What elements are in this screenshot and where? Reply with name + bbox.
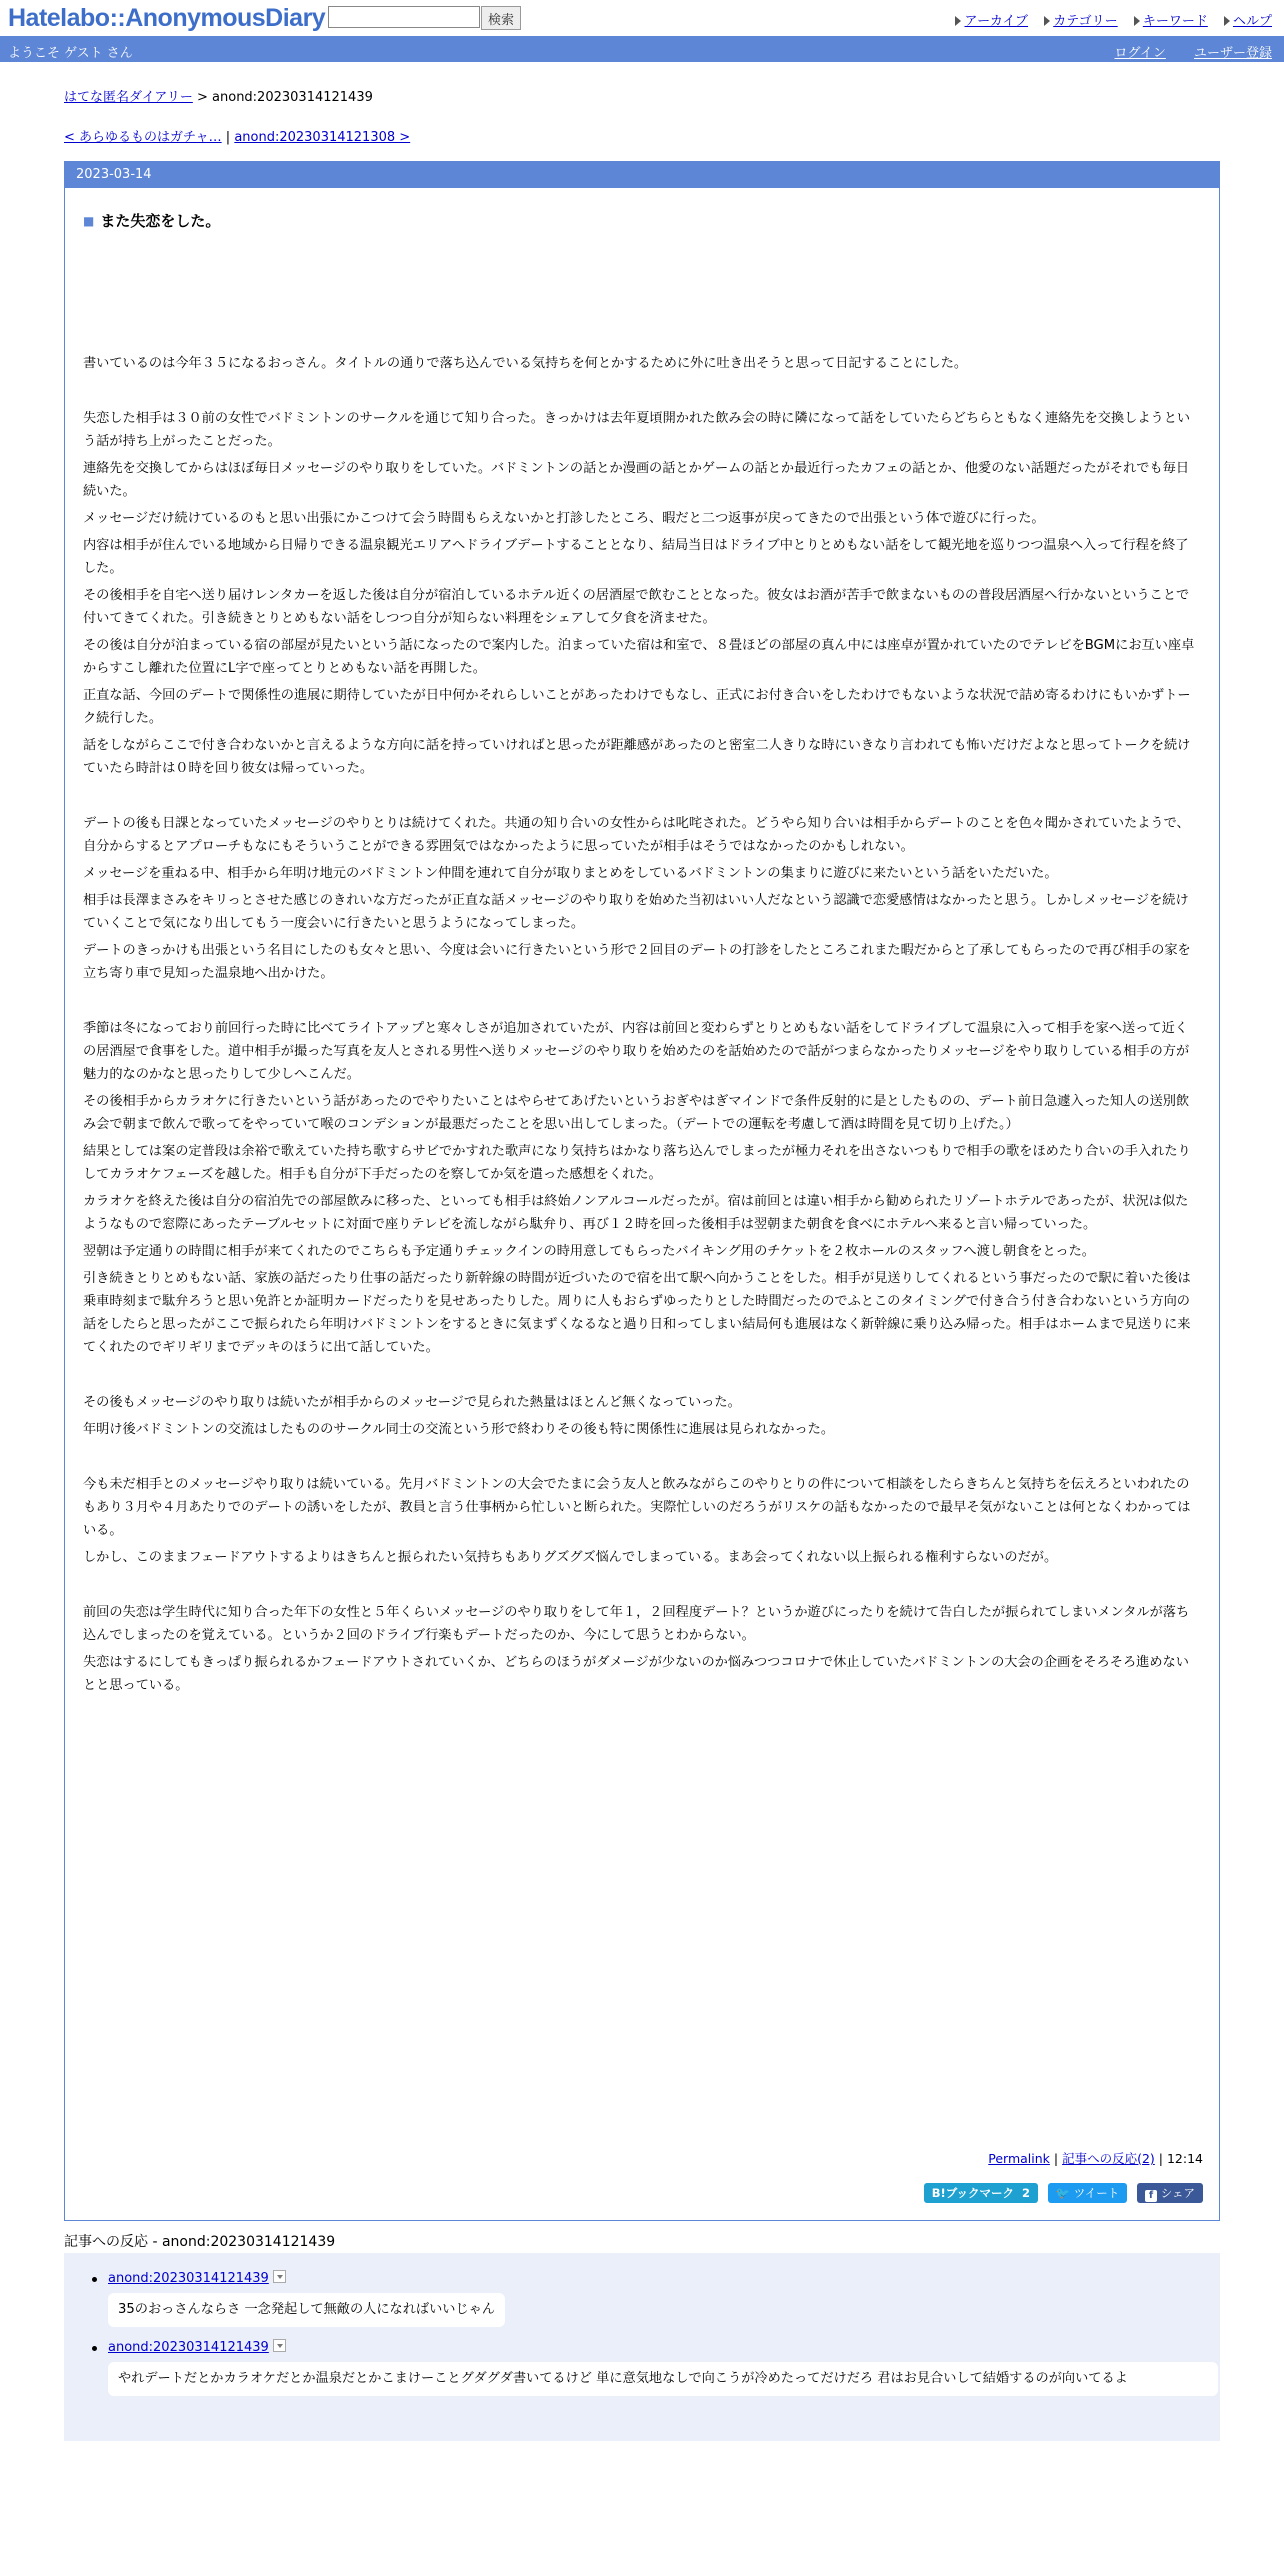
paragraph-gap	[83, 784, 1201, 812]
facebook-share-label: シェア	[1160, 2186, 1195, 2200]
entry-paragraph: 結果としては案の定普段は余裕で歌えていた持ち歌すらサビでかすれた歌声になり気持ちはかなり落ち込んでしまったが極力それを出さないつもりで相手の歌をほめたり合いの手入れたりしてカラオケフェーズを越した。相手も自分が下手だったのを察してか気を遣った感想をくれた。	[83, 1144, 1191, 1182]
entry-time: 12:14	[1166, 2151, 1203, 2166]
entry-paragraph: 内容は相手が住んでいる地域から日帰りできる温泉観光エリアへドライブデートすることとなり、結局当日はドライブ中とりとめもない話をして観光地を巡りつつ温泉へ入って行程を終了した。	[83, 538, 1189, 576]
entry-paragraph: 相手は長澤まさみをキリっとさせた感じのきれいな方だったが正直な話メッセージのやり取りを始めた当初はいい人だなという認識で恋愛感情はなかったと思う。しかしメッセージを続けていくことで気になり出してもう一度会いに行きたいと思うようになってしまった。	[83, 893, 1189, 931]
entry-paragraph: 失恋した相手は３０前の女性でバドミントンのサークルを通じて知り合った。きっかけは去年夏頃開かれた飲み会の時に隣になって話をしていたらどちらともなく連絡先を交換しようという話が持ち上がったことだった。	[83, 411, 1191, 449]
entry-paragraph: しかし、このままフェードアウトするよりはきちんと振られたい気持ちもありグズグズ悩んでしまっている。まあ会ってくれない以上振られる権利すらないのだが。	[83, 1550, 1058, 1565]
entry-paragraph: 季節は冬になっており前回行った時に比べてライトアップと寒々しさが追加されていたが、内容は前回と変わらずとりとめもない話をしてドライブして温泉に入って相手を家へ送って近くの居酒屋で食事をした。道中相手が撮った写真を友人とされる男性へ送りメッセージのやり取りを始めたのを話始めたので話がつまらなかったりメッセージをやり取りしている相手の方が魅力的なのかなと思ったりして少しへこんだ。	[83, 1021, 1190, 1082]
account-links	[1090, 42, 1272, 61]
twitter-bird-icon: 🐦	[1055, 2186, 1071, 2200]
breadcrumb-current: anond:20230314121439	[212, 90, 373, 105]
login-link[interactable]: ログイン	[1114, 46, 1166, 61]
entry-paragraph: 前回の失恋は学生時代に知り合った年下の女性と５年くらいメッセージのやり取りをして年１，２回程度デート？というか遊びにったりを続けて告白したが振られてしまいメンタルが落ち込んでしまったのを覚えている。というか２回のドライブ行楽もデートだったのか、今にして思うとわからない。	[83, 1605, 1190, 1643]
reaction-bubble: 35のおっさんならさ 一念発起して無敵の人になればいいじゃん	[108, 2293, 505, 2327]
entry-paragraph: 年明け後バドミントンの交流はしたもののサークル同士の交流という形で終わりその後も特に関係性に進展は見られなかった。	[83, 1422, 835, 1437]
day-date: 2023-03-14	[65, 162, 1219, 188]
dropdown-toggle-icon[interactable]	[273, 2339, 286, 2352]
entry-paragraph: 今も未だ相手とのメッセージやり取りは続いている。先月バドミントンの大会でたまに会う友人と飲みながらこのやりとりの件について相談をしたらきちんと気持ちを伝えろといわれたのもあり３月や４月あたりでのデートの誘いをしたが、教員と言う仕事柄から忙しいと断られた。実際忙しいのだろうがリスケの話もなかったので最早そ気がないことは何となくわかってはいる。	[83, 1477, 1191, 1538]
entry-paragraph: 書いているのは今年３５になるおっさん。タイトルの通りで落ち込んでいる気持ちを何とかするために外に吐き出そうと思って日記することにした。	[83, 356, 968, 371]
search-button[interactable]: 検索	[481, 6, 521, 30]
user-bar	[0, 36, 1284, 62]
entry-paragraph: その後もメッセージのやり取りは続いたが相手からのメッセージで見られた熱量はほとんど無くなっていった。	[83, 1395, 741, 1410]
site-logo[interactable]: Hatelabo::AnonymousDiary	[8, 4, 326, 32]
prev-entry-link[interactable]: < あらゆるものはガチャ…	[64, 130, 222, 145]
paragraph-gap	[83, 1363, 1201, 1391]
hatena-bookmark-count: 2	[1021, 2186, 1030, 2200]
entry-paragraph: 連絡先を交換してからはほぼ毎日メッセージのやり取りをしていた。バドミントンの話とか漫画の話とかゲームの話とか最近行ったカフェの話とか、他愛のない話題だったがそれでも毎日続いた。	[83, 461, 1190, 499]
reactions-list	[64, 2253, 1220, 2441]
entry-paragraph: メッセージだけ続けているのもと思い出張にかこつけて会う時間もらえないかと打診したところ、暇だと二つ返事が戻ってきたので出張という体で遊びに行った。	[83, 511, 1045, 526]
entry-paragraph: デートのきっかけも出張という名目にしたのも女々と思い、今度は会いに行きたいという形で２回目のデートの打診をしたところこれまた暇だからと了承してもらったので再び相手の家を立ち寄り車で見知った温泉地へ出かけた。	[83, 943, 1191, 981]
breadcrumb	[64, 86, 373, 105]
arrow-right-icon	[1134, 16, 1140, 26]
facebook-share-button[interactable]	[1137, 2183, 1203, 2203]
diary-day-box	[64, 161, 1220, 2221]
welcome-text: ようこそ ゲスト さん	[8, 46, 133, 61]
site-header	[0, 0, 1284, 36]
entry-paragraph: その後相手からカラオケに行きたいという話があったのでやりたいことはやらせてあげたいというおぎやはぎマインドで条件反射的に是としたものの、デート前日急遽入った知人の送別飲み会で朝まで飲んで歌ってをやっていて喉のコンデションが最悪だったことを思い出してしまった。（デートでの運転を考慮して酒は時間を見て切り上げた。）	[83, 1094, 1190, 1132]
pager-separator: |	[225, 130, 231, 145]
register-link[interactable]: ユーザー登録	[1193, 46, 1272, 61]
entry-paragraph: 話をしながらここで付き合わないかと言えるような方向に話を持っていければと思ったが距離感があったのと密室二人きりな時にいきなり言われても怖いだけだよなと思ってトークを続けていたら時計は０時を回り彼女は帰っていった。	[83, 738, 1191, 776]
entry-title-text: また失恋をした。	[100, 212, 221, 230]
nav-help[interactable]: ヘルプ	[1224, 14, 1272, 29]
reaction-item	[108, 2270, 286, 2286]
entry-title	[83, 210, 220, 231]
next-entry-link[interactable]: anond:20230314121308 >	[234, 130, 411, 145]
reaction-author-link[interactable]: anond:20230314121439	[108, 2271, 269, 2286]
reactions-heading: 記事への反応 - anond:20230314121439	[64, 2234, 336, 2250]
hatena-bookmark-label: B!ブックマーク	[931, 2186, 1014, 2200]
paragraph-gap	[83, 1445, 1201, 1473]
entry-pager	[64, 126, 410, 145]
entry-body	[83, 352, 1201, 1701]
entry-paragraph: カラオケを終えた後は自分の宿泊先での部屋飲みに移った、といっても相手は終始ノンアルコールだったが。宿は前回とは違い相手から勧められたリゾートホテルであったが、状況は似たようなもので窓際にあったテーブルセットに対面で座りテレビを流しながら駄弁り、再び１２時を回った後相手は翌朝また朝食を食べにホテルへ来ると言い帰っていった。	[83, 1194, 1189, 1232]
nav-keyword[interactable]: キーワード	[1134, 14, 1208, 29]
entry-paragraph: 翌朝は予定通りの時間に相手が来てくれたのでこちらも予定通りチェックインの時用意してもらったバイキング用のチケットを２枚ホールのスタッフへ渡し朝食をとった。	[83, 1244, 1095, 1259]
reaction-item	[108, 2339, 286, 2355]
breadcrumb-separator: >	[196, 90, 208, 105]
entry-paragraph: 失恋はするにしてもきっぱり振られるかフェードアウトされていくか、どちらのほうがダメージが少ないのか悩みつつコロナで休止していたバドミントンの大会の企画をそろそろ進めないとと思っている。	[83, 1655, 1189, 1693]
header-nav	[943, 10, 1272, 29]
bullet-icon	[92, 2277, 97, 2282]
entry-footer: Permalink | 記事への反応(2) | 12:14	[988, 2151, 1203, 2166]
entry-paragraph: 引き続きとりとめもない話、家族の話だったり仕事の話だったり新幹線の時間が近づいたので宿を出て駅へ向かうことをした。相手が見送りしてくれるという事だったので駅に着いた後は乗車時刻まで駄弁ろうと思い免許とか証明カードだったりを見せあったりした。周りに人もおらずゆったりとした時間だったのでふとこのタイミングで付き合う付き合わないという方向の話をしたらと思ったがここで振られたら年明けバドミントンをするときに気まずくなるなと過り日和ってしまい結局何も進展はなく新幹線に乗り込み帰った。相手はホームまで見送りに来てくれたのでギリギリまでデッキのほうに出て話していた。	[83, 1271, 1191, 1355]
paragraph-gap	[83, 989, 1201, 1017]
entry-paragraph: その後は自分が泊まっている宿の部屋が見たいという話になったので案内した。泊まっていた宿は和室で、８畳ほどの部屋の真ん中には座卓が置かれていたのでテレビをBGMにお互い座卓からすこし離れた位置にL字で座ってとりとめもない話を再開した。	[83, 638, 1195, 676]
tweet-button[interactable]	[1048, 2183, 1127, 2203]
search-input[interactable]	[328, 6, 480, 28]
arrow-right-icon	[1224, 16, 1230, 26]
paragraph-gap	[83, 1573, 1201, 1601]
share-buttons	[918, 2183, 1203, 2203]
paragraph-gap	[83, 379, 1201, 407]
nav-archive[interactable]: アーカイブ	[955, 14, 1028, 29]
title-square-icon[interactable]: ■	[83, 214, 95, 228]
entry-paragraph: その後相手を自宅へ送り届けレンタカーを返した後は自分が宿泊しているホテル近くの居酒屋で飲むこととなった。彼女はお酒が苦手で飲まないものの普段居酒屋へ行かないということで付いてきてくれた。引き続きとりとめもない話をしつつ自分が知らない料理をシェアして夕食を済ませた。	[83, 588, 1190, 626]
entry-paragraph: 正直な話、今回のデートで関係性の進展に期待していたが日中何かそれらしいことがあったわけでもなし、正式にお付き合いをしたわけでもないような状況で詰め寄るわけにもいかずトーク続行した。	[83, 688, 1191, 726]
arrow-right-icon	[955, 16, 961, 26]
arrow-right-icon	[1044, 16, 1050, 26]
facebook-icon: f	[1145, 2190, 1157, 2202]
reactions-link[interactable]: 記事への反応(2)	[1062, 2151, 1155, 2166]
permalink-link[interactable]: Permalink	[988, 2151, 1050, 2166]
nav-category[interactable]: カテゴリー	[1044, 14, 1117, 29]
hatena-bookmark-button[interactable]	[924, 2183, 1038, 2203]
entry-paragraph: メッセージを重ねる中、相手から年明け地元のバドミントン仲間を連れて自分が取りまとめをしているバドミントンの集まりに遊びに来たいという話をいただいた。	[83, 866, 1058, 881]
bullet-icon	[92, 2346, 97, 2351]
tweet-label: ツイート	[1073, 2186, 1120, 2200]
entry-paragraph: デートの後も日課となっていたメッセージのやりとりは続けてくれた。共通の知り合いの女性からは叱咤された。どうやら知り合いは相手からデートのことを色々聞かされていたようで、自分からするとアプローチもなにもそういうことができる雰囲気ではなかったように思っていたが相手はそうではなかったのかもしれない。	[83, 816, 1190, 854]
dropdown-toggle-icon[interactable]	[273, 2270, 286, 2283]
reaction-bubble: やれデートだとかカラオケだとか温泉だとかこまけーことグダグダ書いてるけど 単に意気地なしで向こうが冷めたってだけだろ 君はお見合いして結婚するのが向いてるよ	[108, 2362, 1218, 2396]
breadcrumb-root-link[interactable]: はてな匿名ダイアリー	[64, 90, 193, 105]
reaction-author-link[interactable]: anond:20230314121439	[108, 2340, 269, 2355]
